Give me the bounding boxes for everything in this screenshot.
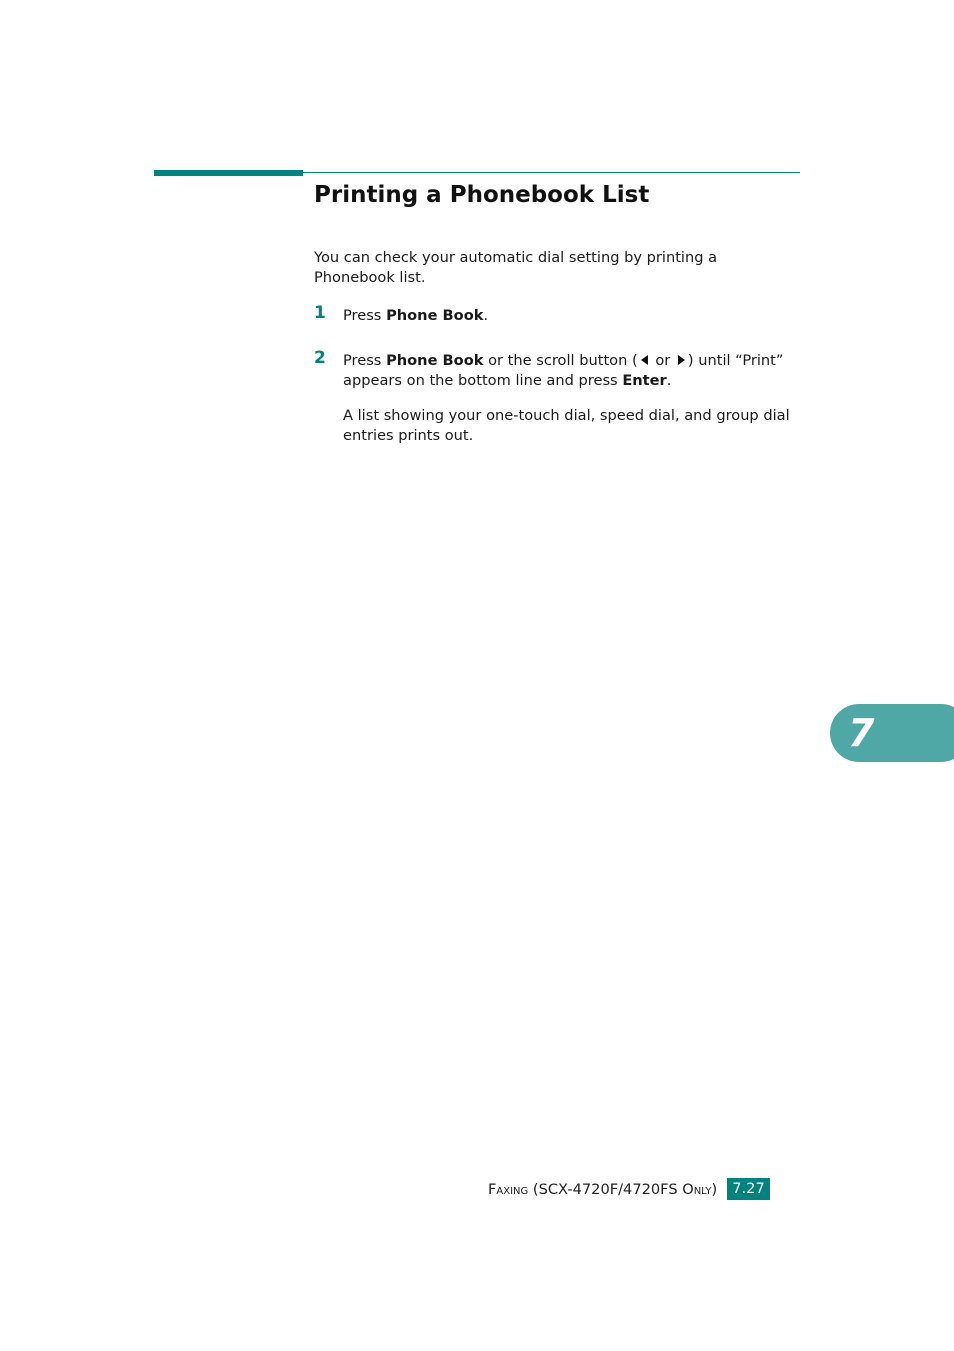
step-text: Press Phone Book. <box>343 307 489 324</box>
step-number: 1 <box>314 303 326 323</box>
section-rule-thick <box>154 170 303 176</box>
section-rule-thin <box>303 172 800 173</box>
chapter-number: 7 <box>848 711 875 755</box>
section-title: Printing a Phonebook List <box>314 182 650 208</box>
chapter-tab <box>830 704 954 762</box>
key-phone-book: Phone Book <box>386 307 484 324</box>
step-2 <box>314 348 804 445</box>
step-note: A list showing your one-touch dial, speed dial, and group dial entries prints out. <box>343 407 790 444</box>
scroll-left-icon <box>641 355 648 365</box>
step-text: Press Phone Book or the scroll button ( or ) until “Print” appears on the bottom line and press Enter. <box>343 352 784 389</box>
key-enter: Enter <box>622 371 667 389</box>
scroll-right-icon <box>678 355 685 365</box>
page-footer <box>488 1178 770 1200</box>
key-phone-book: Phone Book <box>386 352 484 369</box>
footer-section-label: Faxing (SCX-4720F/4720FS Only) <box>488 1180 718 1198</box>
intro-paragraph: You can check your automatic dial setting by printing a Phonebook list. <box>314 249 718 286</box>
page-number-badge: 7.27 <box>727 1178 770 1200</box>
step-1 <box>314 303 804 326</box>
step-number: 2 <box>314 348 326 368</box>
